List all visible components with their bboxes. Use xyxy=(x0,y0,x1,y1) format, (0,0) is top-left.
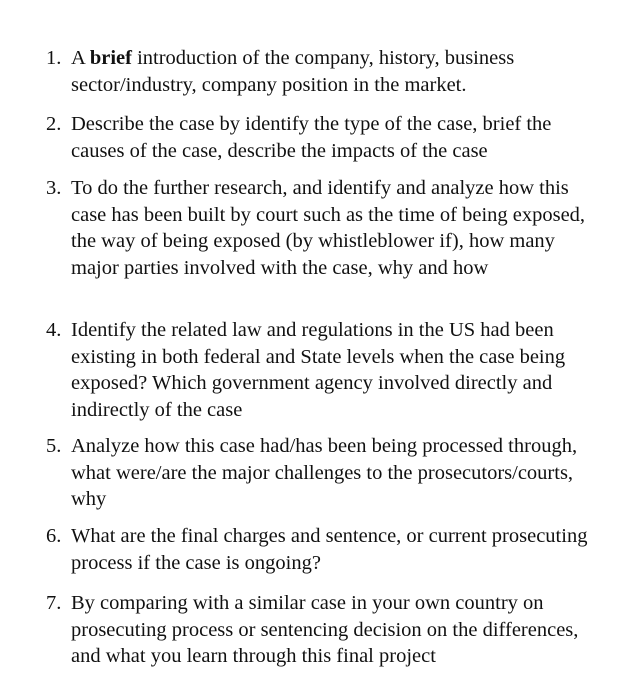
item-number: 6. xyxy=(46,525,62,547)
item-rest: introduction of the company, history, business sector/industry, company position in the market. xyxy=(71,47,515,96)
item-text: Analyze how this case had/has been being processed through, what were/are the major challenges to the prosecutors/courts, why xyxy=(71,435,578,510)
list-item-3 xyxy=(46,175,606,281)
item-text: Describe the case by identify the type of the case, brief the causes of the case, describe the impacts of the case xyxy=(71,113,552,162)
item-number: 5. xyxy=(46,435,62,457)
item-number: 7. xyxy=(46,592,62,614)
item-number: 1. xyxy=(46,47,62,69)
list-item-4 xyxy=(46,317,606,423)
item-text xyxy=(71,45,601,98)
item-text: By comparing with a similar case in your own country on prosecuting process or sentencing decision on the differences, and what you learn through this final project xyxy=(71,592,579,667)
item-text: Identify the related law and regulations in the US had been existing in both federal and State levels when the case being exposed? Which government agency involved directly and indirectly of the case xyxy=(71,319,566,421)
item-number: 3. xyxy=(46,177,62,199)
list-item-7 xyxy=(46,590,606,670)
list-item-5 xyxy=(46,433,606,513)
list-item-1 xyxy=(46,45,606,98)
list-item-2 xyxy=(46,111,606,164)
item-text: What are the final charges and sentence, or current prosecuting process if the case is ongoing? xyxy=(71,525,588,574)
item-bold-word: brief xyxy=(89,47,132,69)
item-lead: A xyxy=(71,47,90,69)
list-item-6 xyxy=(46,523,606,576)
item-text: To do the further research, and identify and analyze how this case has been built by court such as the time of being exposed, the way of being exposed (by whistleblower if), how many major parties involved with the case, why and how xyxy=(71,177,586,279)
item-number: 2. xyxy=(46,113,62,135)
item-number: 4. xyxy=(46,319,62,341)
